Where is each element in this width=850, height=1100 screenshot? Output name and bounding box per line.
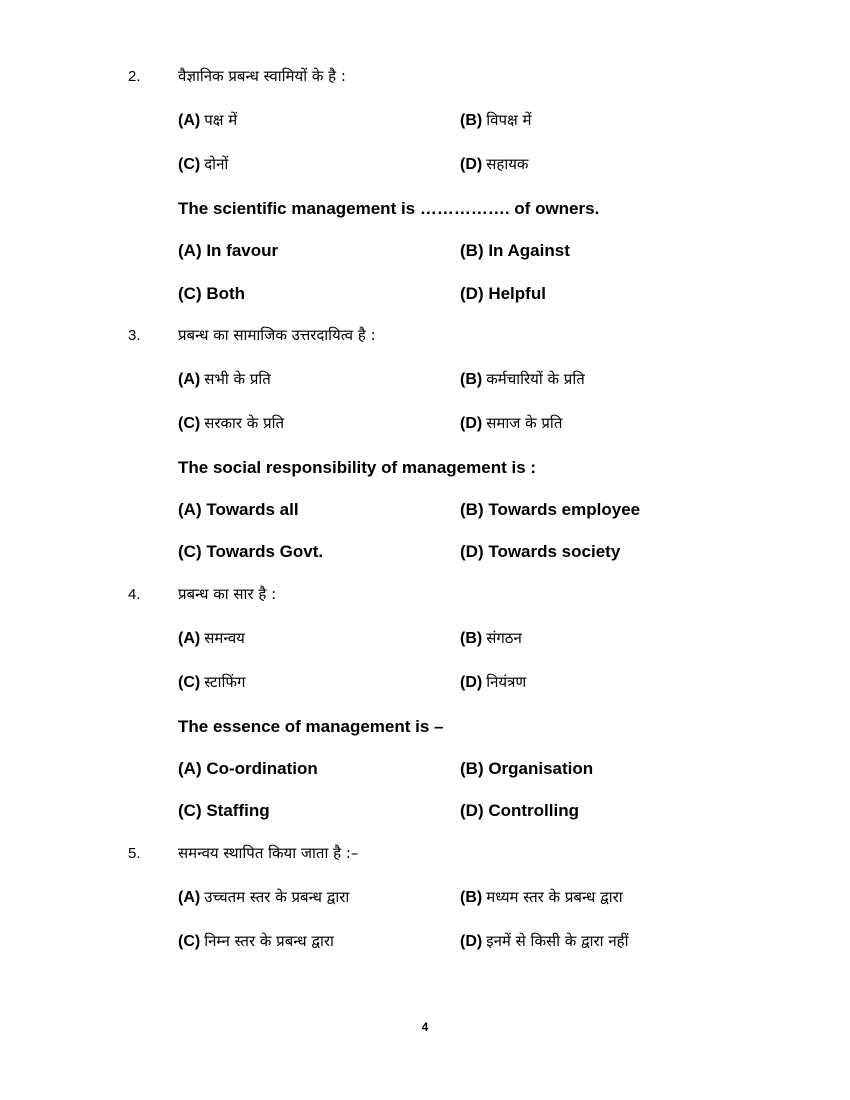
option-text: समाज के प्रति [486, 414, 563, 432]
hindi-option [460, 887, 623, 907]
english-option: (A) Co-ordination [178, 759, 318, 778]
option-text: नियंत्रण [486, 673, 527, 691]
hindi-option [460, 369, 585, 389]
option-label: (D) [460, 415, 483, 432]
english-option: (D) Helpful [460, 284, 546, 303]
option-label: (A) [178, 112, 201, 129]
english-option: (B) Towards employee [460, 500, 641, 519]
hindi-option [178, 154, 228, 174]
option-text: समन्वय [204, 629, 245, 647]
hindi-option [460, 931, 629, 951]
option-text: दोनों [204, 155, 229, 173]
hindi-question: प्रबन्ध का सार है : [178, 585, 277, 603]
option-text: पक्ष में [204, 111, 238, 129]
option-label: (C) [178, 415, 201, 432]
hindi-question: समन्वय स्थापित किया जाता है :– [178, 844, 359, 862]
option-text: निम्न स्तर के प्रबन्ध द्वारा [204, 932, 334, 950]
english-question: The social responsibility of management is : [178, 458, 537, 477]
english-option: (C) Staffing [178, 801, 270, 820]
hindi-option [460, 413, 562, 433]
option-label: (D) [460, 156, 483, 173]
hindi-option [460, 154, 528, 174]
option-label: (B) [460, 630, 483, 647]
option-label: (A) [178, 889, 201, 906]
hindi-option [460, 672, 526, 692]
hindi-option [178, 413, 284, 433]
question-number: 5. [128, 845, 141, 862]
option-label: (D) [460, 933, 483, 950]
english-option: (C) Towards Govt. [178, 542, 324, 561]
option-label: (B) [460, 371, 483, 388]
option-label: (C) [178, 674, 201, 691]
page-number: 4 [421, 1020, 429, 1034]
hindi-option [178, 931, 334, 951]
hindi-option [178, 887, 349, 907]
option-text: विपक्ष में [486, 111, 532, 129]
english-question: The essence of management is – [178, 717, 444, 736]
question-number: 2. [128, 68, 141, 85]
english-question: The scientific management is ……………. of owners. [178, 199, 600, 218]
option-label: (B) [460, 112, 483, 129]
option-text: सरकार के प्रति [204, 414, 285, 432]
option-label: (A) [178, 630, 201, 647]
option-text: मध्यम स्तर के प्रबन्ध द्वारा [486, 888, 623, 906]
option-text: सभी के प्रति [204, 370, 271, 388]
hindi-option [460, 628, 522, 648]
option-text: संगठन [486, 629, 522, 647]
option-text: उच्चतम स्तर के प्रबन्ध द्वारा [204, 888, 350, 906]
option-text: कर्मचारियों के प्रति [486, 370, 585, 388]
option-label: (D) [460, 674, 483, 691]
option-label: (C) [178, 156, 201, 173]
hindi-option [460, 110, 531, 130]
hindi-option [178, 110, 237, 130]
hindi-option [178, 672, 245, 692]
english-option: (D) Controlling [460, 801, 579, 820]
english-option: (D) Towards society [460, 542, 621, 561]
question-number: 4. [128, 586, 141, 603]
question-number: 3. [128, 327, 141, 344]
english-option: (C) Both [178, 284, 246, 303]
hindi-option [178, 369, 271, 389]
option-label: (B) [460, 889, 483, 906]
english-option: (A) In favour [178, 241, 279, 260]
hindi-question: वैज्ञानिक प्रबन्ध स्वामियों के है : [178, 67, 346, 85]
hindi-question: प्रबन्ध का सामाजिक उत्तरदायित्व है : [178, 326, 376, 344]
option-text: सहायक [486, 155, 529, 173]
english-option: (B) In Against [460, 241, 570, 260]
option-label: (C) [178, 933, 201, 950]
option-text: इनमें से किसी के द्वारा नहीं [486, 932, 629, 950]
english-option: (A) Towards all [178, 500, 299, 519]
option-text: स्टाफिंग [204, 673, 246, 691]
option-label: (A) [178, 371, 201, 388]
hindi-option [178, 628, 245, 648]
english-option: (B) Organisation [460, 759, 594, 778]
